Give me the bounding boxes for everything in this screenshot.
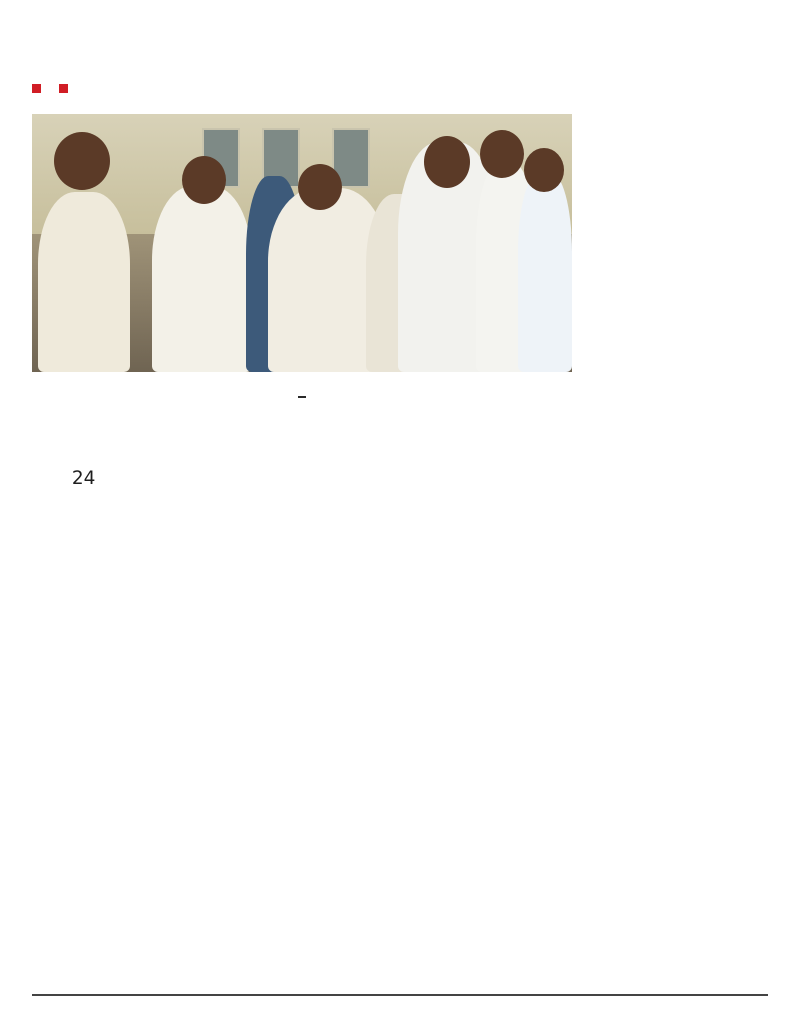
subhead-item (32, 84, 49, 93)
person-figure (38, 192, 130, 372)
dateline-day: 24 (71, 468, 96, 489)
person-figure (518, 172, 572, 372)
news-photo (32, 114, 572, 372)
caption-line (298, 396, 306, 398)
newspaper-clipping (10, 4, 788, 1002)
article-subheads (32, 72, 768, 104)
body-column-left (32, 462, 404, 982)
next-article-headline-cutoff (32, 994, 768, 1010)
subhead-item (59, 84, 76, 93)
square-bullet-icon (59, 84, 68, 93)
body-column-right (418, 462, 782, 982)
sidebar-column (582, 114, 782, 458)
square-bullet-icon (32, 84, 41, 93)
article-headline (32, 10, 768, 68)
person-figure (152, 186, 252, 372)
photo-caption (32, 376, 572, 448)
